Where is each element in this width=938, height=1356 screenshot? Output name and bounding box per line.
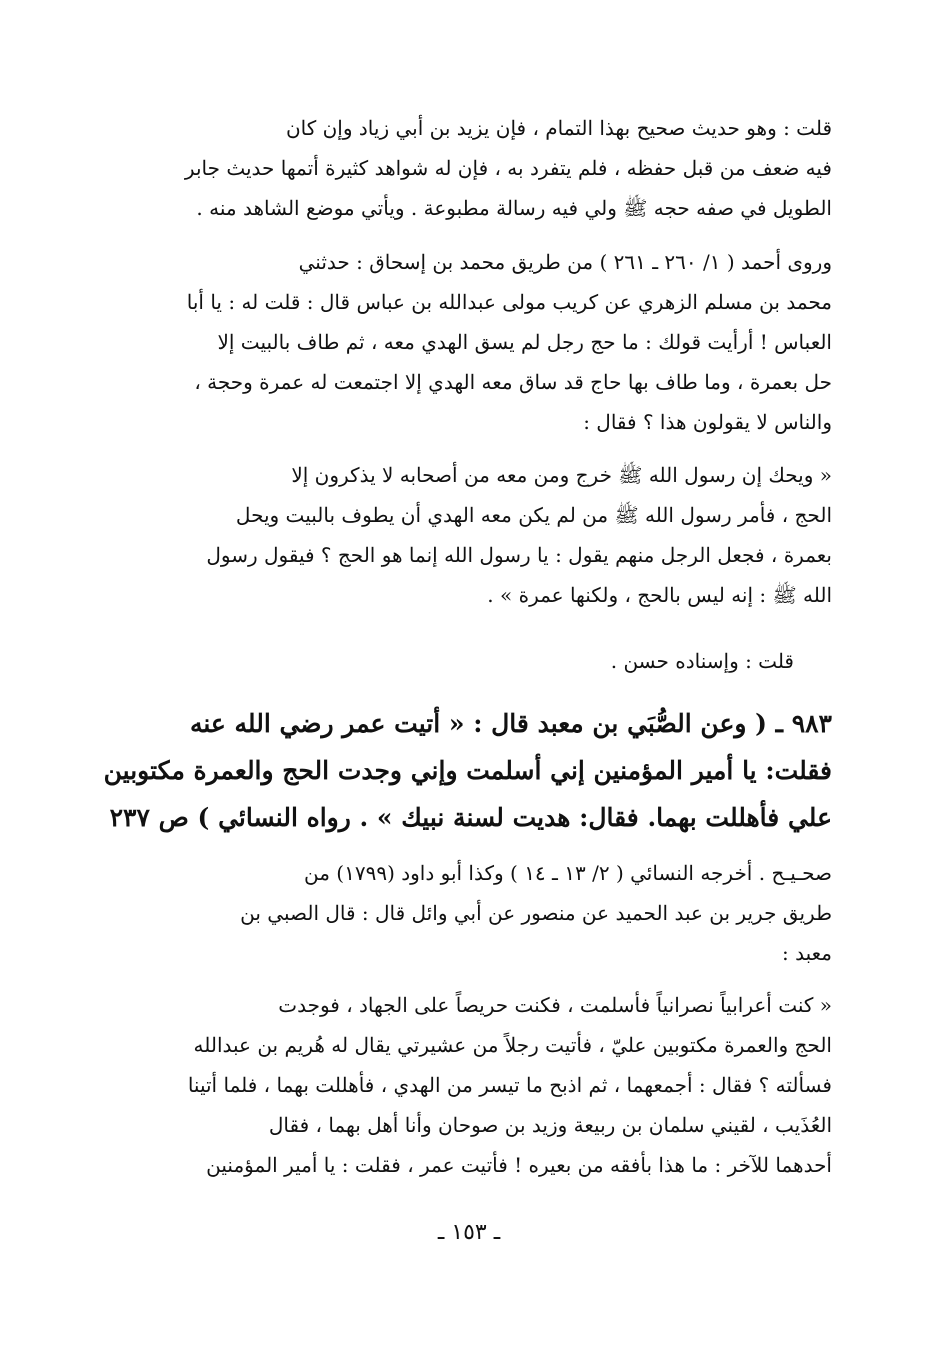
- text-line: حل بعمرة ، وما طاف بها حاج قد ساق معه الهدي إلا اجتمعت له عمرة وحجة ،: [194, 370, 832, 394]
- paragraph-note-2: [160, 641, 832, 681]
- paragraph-ahmad-narration: [160, 242, 832, 442]
- text-line: « ويحك إن رسول الله ﷺ خرج ومن معه من أصحابه لا يذكرون إلا: [291, 463, 832, 487]
- hadith-983-heading: [103, 700, 832, 841]
- text-line: صحـيـح . أخرجه النسائي ( ٢/ ١٣ ـ ١٤ ) وكذا أبو داود (١٧٩٩) من: [304, 861, 832, 885]
- paragraph-quote-2: [160, 985, 832, 1185]
- paragraph-quote-1: [160, 455, 832, 615]
- paragraph-grading: [160, 853, 832, 973]
- page-number: ـ ١٥٣ ـ: [437, 1220, 501, 1245]
- text-line: « كنت أعرابياً نصرانياً فأسلمت ، فكنت حريصاً على الجهاد ، فوجدت: [278, 993, 832, 1017]
- text-line: قلت : وهو حديث صحيح بهذا التمام ، فإن يزيد بن أبي زياد وإن كان: [285, 116, 832, 140]
- text-line: أحدهما للآخر : ما هذا بأفقه من بعيره ! فأتيت عمر ، فقلت : يا أمير المؤمنين: [206, 1153, 832, 1177]
- text-line: الطويل في صفه حجه ﷺ ولي فيه رسالة مطبوعة . ويأتي موضع الشاهد منه .: [196, 196, 832, 220]
- paragraph-note-1: [160, 108, 832, 228]
- text-line: الحج والعمرة مكتوبين عليّ ، فأتيت رجلاً من عشيرتي يقال له هُريم بن عبدالله: [193, 1033, 832, 1057]
- text-line: محمد بن مسلم الزهري عن كريب مولى عبدالله بن عباس قال : قلت له : يا أبا: [186, 290, 832, 314]
- text-line: فيه ضعف من قبل حفظه ، فلم يتفرد به ، فإن له شواهد كثيرة أتمها حديث جابر: [184, 156, 832, 180]
- text-line: العُذَيب ، لقيني سلمان بن ربيعة وزيد بن صوحان وأنا أهل بهما ، فقال: [268, 1113, 832, 1137]
- text-line: معبد :: [782, 941, 832, 965]
- text-line: طريق جرير بن عبد الحميد عن منصور عن أبي وائل قال : قال الصبي بن: [240, 901, 832, 925]
- text-line: بعمرة ، فجعل الرجل منهم يقول : يا رسول الله إنما هو الحج ؟ فيقول رسول: [206, 543, 832, 567]
- text-line: فقلت: يا أمير المؤمنين إني أسلمت وإني وجدت الحج والعمرة مكتوبين: [103, 756, 832, 785]
- text-line: وروى أحمد ( ١/ ٢٦٠ ـ ٢٦١ ) من طريق محمد بن إسحاق : حدثني: [298, 250, 832, 274]
- text-line: العباس ! أرأيت قولك : ما حج رجل لم يسق الهدي معه ، ثم طاف بالبيت إلا: [217, 330, 832, 354]
- text-line: الله ﷺ : إنه ليس بالحج ، ولكنها عمرة » .: [487, 583, 832, 607]
- text-line: فسألته ؟ فقال : أجمعهما ، ثم اذبح ما تيسر من الهدي ، فأهللت بهما ، فلما أتينا: [187, 1073, 832, 1097]
- text-line: ٩٨٣ ـ ( وعن الصُّبَي بن معبد قال : « أتيت عمر رضي الله عنه: [189, 709, 832, 738]
- text-line: والناس لا يقولون هذا ؟ فقال :: [583, 410, 832, 434]
- text-line: علي فأهللت بهما. فقال: هديت لسنة نبيك » . رواه النسائي ) ص ٢٣٧: [109, 803, 832, 832]
- text-line: الحج ، فأمر رسول الله ﷺ من لم يكن معه الهدي أن يطوف بالبيت ويحل: [235, 503, 832, 527]
- text-line: قلت : وإسناده حسن .: [610, 649, 794, 673]
